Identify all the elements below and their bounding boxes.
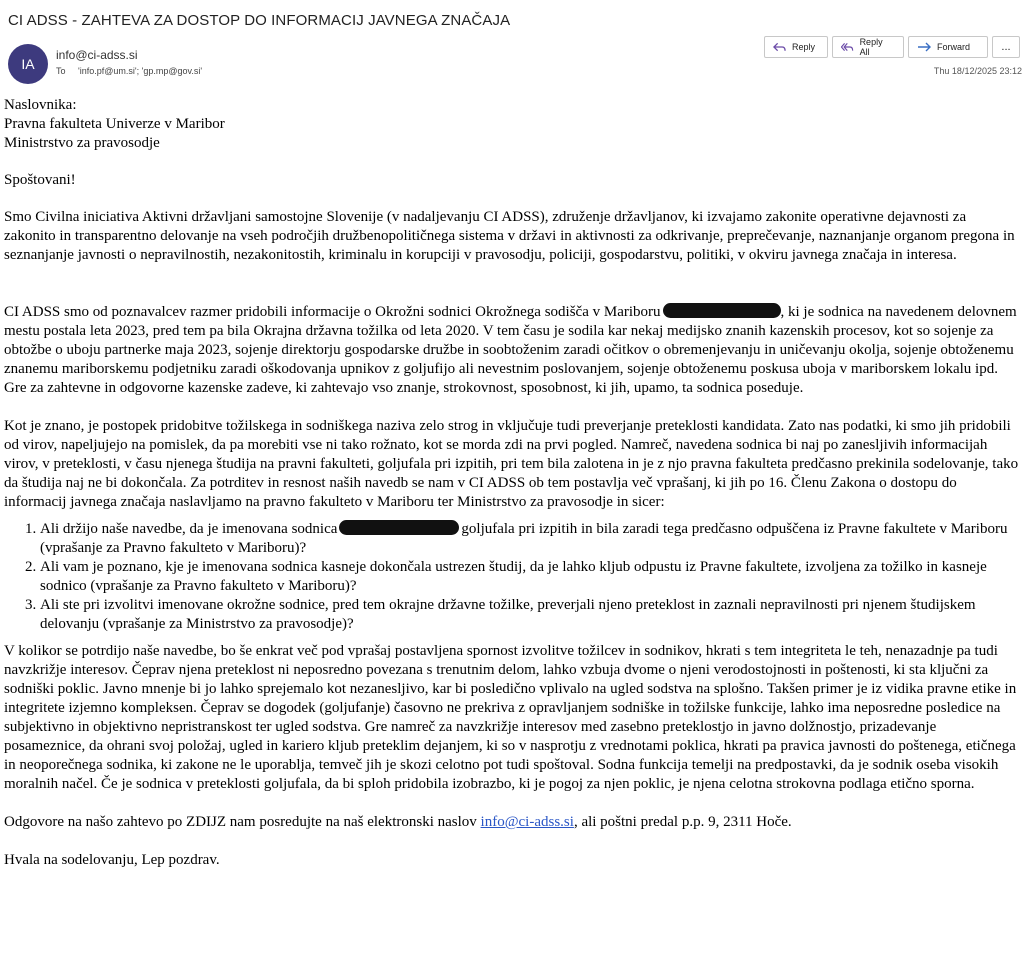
question-2: 2. Ali vam je poznano, kje je imenovana sodnica kasneje dokončala ustrezen študij, da je lahko kljub odpustu iz Pravne fakultete, izvoljena za tožilko in kasneje sodnico (vprašanje za Pravno fakulteto v Mariboru)? xyxy=(40,558,1020,596)
reply-all-label: Reply All xyxy=(859,37,883,57)
recipients-row xyxy=(56,66,202,76)
question-3: 3. Ali ste pri izvolitvi imenovane okrožne sodnice, pred tem okrajne državne tožilke, preverjali njeno preteklost in zaznali nepravilnosti pri njenem študijskem delovanju (vprašanje za Ministrstvo za pravosodje)? xyxy=(40,596,1020,634)
more-actions-button[interactable]: ... xyxy=(992,36,1020,58)
forward-label: Forward xyxy=(937,42,971,52)
reply-instructions-end: , ali poštni predal p.p. 9, 2311 Hoče. xyxy=(573,814,792,830)
reply-label: Reply xyxy=(791,42,815,52)
reply-all-button[interactable] xyxy=(832,36,904,58)
email-header xyxy=(0,0,1024,92)
reply-instructions-start: Odgovore na našo zahtevo po ZDIJZ nam posredujte na naš elektronski naslov xyxy=(4,814,477,830)
paragraph-background xyxy=(4,303,1020,398)
sender-avatar: IA xyxy=(8,44,48,84)
email-subject: CI ADSS - ZAHTEVA ZA DOSTOP DO INFORMACIJ JAVNEGA ZNAČAJA xyxy=(8,12,511,29)
reply-button[interactable] xyxy=(764,36,828,58)
greeting: Spoštovani! xyxy=(4,172,76,188)
sent-date: Thu 18/12/2025 23:12 xyxy=(933,66,1022,76)
paragraph-reply-instructions xyxy=(4,813,1020,832)
forward-button[interactable] xyxy=(908,36,988,58)
addressee-2: Ministrstvo za pravosodje xyxy=(4,135,160,151)
paragraph-procedure: Kot je znano, je postopek pridobitve tožilskega in sodniškega naziva zelo strog in vključuje tudi preverjanje preteklosti kandidata. Zato nas podatki, ki smo jih pridobili od virov, napeljujejo na pomislek, da pa morebiti vse ni tako rožnato, kot se morda zdi na prvi pogled. Namreč, navedena sodnica bi naj po zanesljivih informacijah virov, v preteklosti, v času njenega študija na pravni fakulteti, goljufala pri izpitih, pri tem bila zalotena in je z njo pravna fakulteta predčasno prekinila sodelovanje, tako da študija naj ne bi dokončala. Za potrditev in resnost naših navedb se nam v CI ADSS ob tem postavlja več vprašanj, ki jih po 16. Členu Zakona o dostopu do informacij javnega značaja naslavljamo na pravno fakulteto v Mariboru ter Ministrstvo za pravosodje in sicer: xyxy=(4,418,1019,510)
paragraph-intro: Smo Civilna iniciativa Aktivni državljani samostojne Slovenije (v nadaljevanju CI ADSS), združenje državljanov, ki izvajamo zakonite operativne dejavnosti za zakonito in transparentno delovanje na vseh področjih družbenopolitičnega sistema v državi in aktivnosti za odkrivanje, preprečevanje, naznanjanje organom pregona in seznanjanje javnosti o nepravilnostih, nezakonitostih, kriminalu in korupciji v pravosodju, policiji, gospodarstvu, politiki, v okviru javnega značaja in interesa. xyxy=(4,209,1015,263)
redaction-mark xyxy=(663,303,781,318)
questions-list xyxy=(4,520,1020,634)
reply-all-icon xyxy=(841,42,854,52)
email-body xyxy=(4,96,1020,870)
reply-icon xyxy=(773,42,786,52)
recipients-list[interactable]: 'info.pf@um.si'; 'gp.mp@gov.si' xyxy=(78,66,203,76)
sender-address[interactable]: info@ci-adss.si xyxy=(56,48,138,62)
message-actions xyxy=(764,36,1020,58)
paragraph-background-end: , ki je sodnica na navedenem delovnem mestu postala leta 2023, pred tem pa bila Okrajna državna tožilka od leta 2020. V tem času je sodila kar nekaj medijsko znanih kazenskih procesov, kot so sojenje za obtožbe o uboju partnerke maja 2023, sojenje direktorju gospodarske družbe in soobtoženim zaradi očitkov o obremenjevanju in uničevanju okolja, sojenje obtoženemu znanemu mariborskemu podjetniku zaradi oškodovanja upnikov z goljufijo ali nevestnim poslovanjem, sojenje obtoženemu poskusa uboja v mariborskem lokalu ipd. Gre za zahtevne in odgovorne kazenske zadeve, ki zahtevajo vso znanje, strokovnost, sposobnost, ki jih, upamo, ta sodnica poseduje. xyxy=(4,304,1017,396)
paragraph-consequences: V kolikor se potrdijo naše navedbe, bo še enkrat več pod vprašaj postavljena spornost izvolitve tožilcev in sodnikov, hkrati s tem integriteta le teh, nenazadnje pa tudi navzkrižje interesov. Čeprav njena preteklost ni neposredno povezana s trenutnim delom, lahko vzbuja dvome o njeni verodostojnosti in poštenosti, ki sta ključni za sodniški poklic. Javno mnenje bi jo lahko sprejemalo kot nezanesljivo, kar bi posledično vplivalo na ugled sodstva na splošno. Takšen primer je iz vidika pravne etike in integritete izjemno kompleksen. Čeprav se dogodek (goljufanje) časovno ne prekriva z opravljanjem sodniške in tožilske funkcije, lahko ima neposredne posledice na subjektivno in objektivno nepristranskost ter ugled sodstva. Gre namreč za navzkrižje interesov med zasebno preteklostjo in javno dolžnostjo, prizadevanje posameznice, da ohrani svoj položaj, ugled in kariero kljub preteklim dejanjem, ki so v nasprotju z vrednotami poklica, hkrati pa pravica javnosti do poštenega, etičnega in neoporečnega sodnika, ki zakone ne le uporablja, temveč jih je skozi celotno pot tudi spoštoval. Sodna funkcija temelji na predpostavki, da je sodnik oseba visokih moralnih načel. Če je sodnica v preteklosti goljufala, da bi sploh pridobila izobrazbo, ki je pogoj za njen poklic, je njena celotna strokovna podlaga etično sporna. xyxy=(4,643,1017,792)
closing: Hvala na sodelovanju, Lep pozdrav. xyxy=(4,852,220,868)
question-1-start: Ali držijo naše navedbe, da je imenovana sodnica xyxy=(40,521,338,537)
paragraph-background-start: CI ADSS smo od poznavalcev razmer pridobili informacije o Okrožni sodnici Okrožnega sodišča v Mariboru xyxy=(4,304,661,320)
to-label: To xyxy=(56,66,66,76)
question-1 xyxy=(40,520,1020,558)
forward-icon xyxy=(917,42,931,52)
addressee-1: Pravna fakulteta Univerze v Maribor xyxy=(4,116,225,132)
addressee-heading: Naslovnika: xyxy=(4,97,77,113)
redaction-mark xyxy=(339,520,459,535)
email-link[interactable]: info@ci-adss.si xyxy=(480,814,574,830)
question-1-end: goljufala pri izpitih in bila zaradi tega predčasno odpuščena iz Pravne fakultete v Mariboru (vprašanje za Pravno fakulteto v Mariboru)? xyxy=(40,521,1008,556)
